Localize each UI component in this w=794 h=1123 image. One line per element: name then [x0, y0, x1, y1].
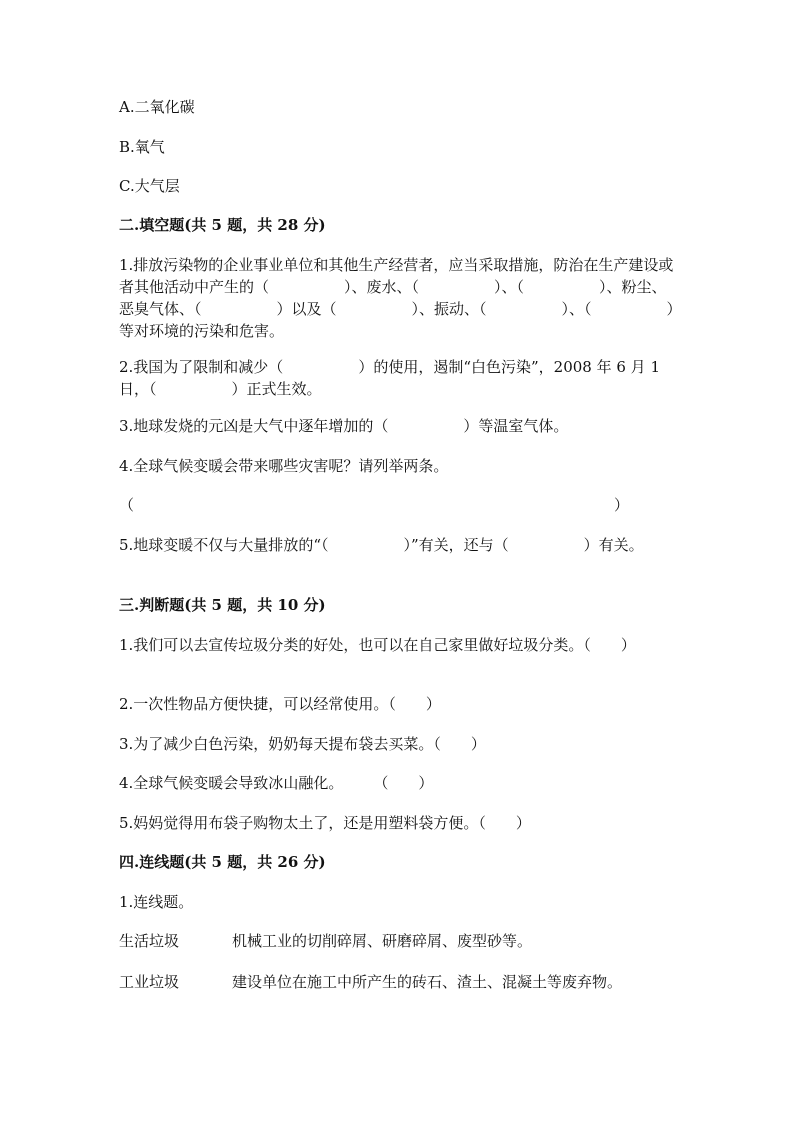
matching-right-label: 机械工业的切削碎屑、研磨碎屑、废型砂等。 [232, 932, 533, 950]
fill-blank-q4-answer: （ ） [119, 496, 630, 514]
fill-blank-q2: 2.我国为了限制和减少（ ）的使用，遏制“白色污染”，2008 年 6 月 1 日，（ ）正式生效。 [119, 358, 665, 398]
fill-blank-q5: 5.地球变暖不仅与大量排放的“（ ）”有关，还与（ ）有关。 [119, 536, 644, 554]
true-false-q1: 1.我们可以去宣传垃圾分类的好处，也可以在自己家里做好垃圾分类。（ ） [119, 636, 636, 654]
matching-q1: 1.连线题。 [119, 893, 194, 911]
option-a: A.二氧化碳 [119, 98, 195, 116]
matching-right-label: 建设单位在施工中所产生的砖石、渣土、混凝土等废弃物。 [232, 973, 623, 991]
true-false-q5: 5.妈妈觉得用布袋子购物太土了，还是用塑料袋方便。（ ） [119, 814, 531, 832]
matching-left-label: 工业垃圾 [119, 973, 180, 991]
matching-left-label: 生活垃圾 [119, 932, 180, 950]
section-heading-true-false: 三.判断题(共 5 题，共 10 分) [119, 596, 326, 614]
fill-blank-q1: 1.排放污染物的企业事业单位和其他生产经营者，应当采取措施，防治在生产建设或者其他活动中产生的（ ）、废水、（ ）、（ ）、粉尘、恶臭气体、（ ）以及（ ）、振动、（ ）、（ ）等对环境的污染和危害。 [119, 256, 675, 340]
true-false-q2: 2.一次性物品方便快捷，可以经常使用。（ ） [119, 695, 441, 713]
fill-blank-q4: 4.全球气候变暖会带来哪些灾害呢？请列举两条。 [119, 457, 449, 475]
option-c: C.大气层 [119, 177, 180, 195]
option-b: B.氧气 [119, 138, 165, 156]
section-heading-matching: 四.连线题(共 5 题，共 26 分) [119, 853, 326, 871]
fill-blank-q3: 3.地球发烧的元凶是大气中逐年增加的（ ）等温室气体。 [119, 417, 569, 435]
true-false-q3: 3.为了减少白色污染，奶奶每天提布袋去买菜。（ ） [119, 735, 486, 753]
true-false-q4: 4.全球气候变暖会导致冰山融化。 （ ） [119, 774, 434, 792]
section-heading-fill-blank: 二.填空题(共 5 题，共 28 分) [119, 216, 326, 234]
